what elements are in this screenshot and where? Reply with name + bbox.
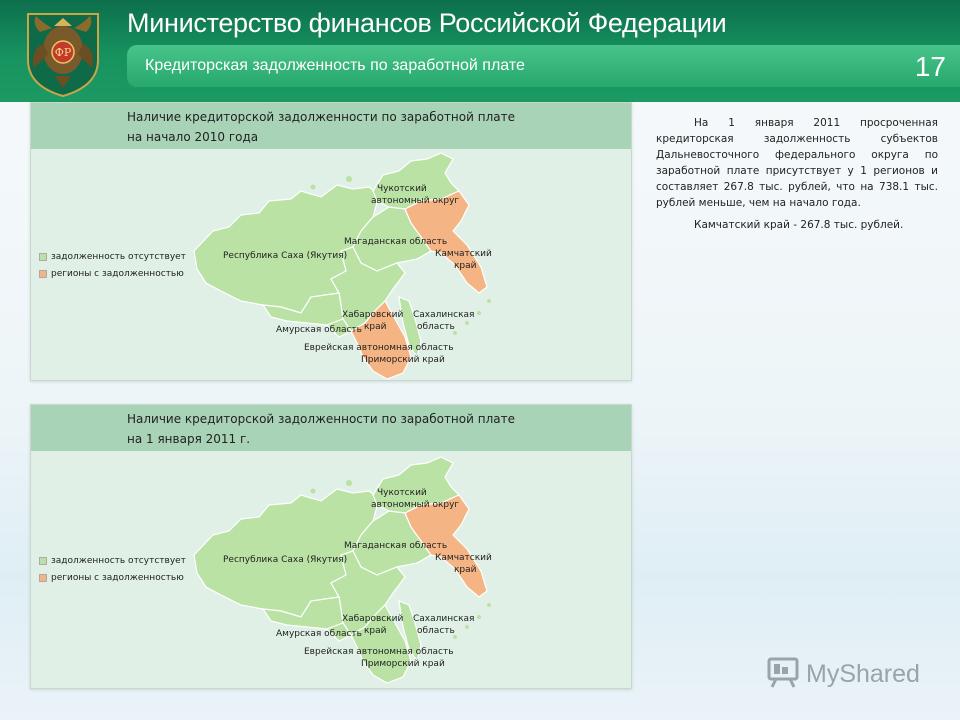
panel-title-line1: Наличие кредиторской задолженности по заработной плате (127, 412, 515, 426)
label-khabarovsk-2: край (364, 626, 387, 636)
label-sakhalin-1: Сахалинская (413, 614, 475, 624)
label-kamchatka-2: край (454, 261, 477, 271)
legend-row-no-debt (39, 249, 186, 265)
label-yakutia: Республика Саха (Якутия) (223, 555, 348, 565)
legend-no-debt: задолженность отсутствует (51, 252, 186, 262)
label-khabarovsk-1: Хабаровский (342, 614, 404, 624)
label-primorsky: Приморский край (361, 355, 445, 365)
legend-row-with-debt (39, 266, 186, 282)
label-primorsky: Приморский край (361, 659, 445, 669)
presentation-board-icon (766, 655, 800, 693)
legend-row-with-debt (39, 570, 186, 586)
legend-with-debt: регионы с задолженностью (51, 269, 184, 279)
ministry-title: Министерство финансов Российской Федерации (127, 8, 727, 38)
label-chukotka-1: Чукотский (377, 184, 427, 194)
legend-swatch-green (39, 253, 47, 261)
info-text (656, 115, 938, 233)
page-number: 17 (914, 51, 946, 82)
label-jewish: Еврейская автономная область (304, 343, 454, 353)
label-chukotka-2: автономный округ (371, 500, 460, 510)
header (0, 0, 960, 102)
watermark[interactable] (766, 654, 920, 694)
svg-text:ФР: ФР (54, 46, 72, 59)
label-kamchatka-2: край (454, 565, 477, 575)
panel-title-line2: на 1 января 2011 г. (127, 432, 251, 446)
label-sakhalin-1: Сахалинская (413, 310, 475, 320)
map-legend (39, 553, 186, 587)
label-chukotka-2: автономный округ (371, 196, 460, 206)
legend-swatch-orange (39, 574, 47, 582)
label-khabarovsk-2: край (364, 322, 387, 332)
map-legend (39, 249, 186, 283)
map-panel-2010 (30, 102, 632, 381)
label-kamchatka-1: Камчатский (435, 553, 492, 563)
legend-swatch-orange (39, 270, 47, 278)
legend-no-debt: задолженность отсутствует (51, 556, 186, 566)
label-sakhalin-2: область (417, 322, 455, 332)
label-amur: Амурская область (276, 629, 362, 639)
far-east-map (31, 405, 632, 689)
far-east-map (31, 103, 632, 381)
label-khabarovsk-1: Хабаровский (342, 310, 404, 320)
label-sakhalin-2: область (417, 626, 455, 636)
legend-swatch-green (39, 557, 47, 565)
map-panel-2011 (30, 404, 632, 689)
slide-title-bar (127, 45, 960, 87)
info-paragraph-1: На 1 января 2011 просроченная кредиторская задолженность субъектов Дальневосточного федерального округа по заработной плате присутствует у 1 регионов и составляет 267.8 тыс. рублей, что на 738.1 тыс. рублей меньше, чем на начало года. (656, 117, 938, 209)
label-magadan: Магаданская область (344, 237, 448, 247)
watermark-text: MyShared (806, 659, 920, 688)
label-kamchatka-1: Камчатский (435, 249, 492, 259)
label-jewish: Еврейская автономная область (304, 647, 454, 657)
legend-row-no-debt (39, 553, 186, 569)
slide-title: Кредиторская задолженность по заработной плате (145, 57, 525, 74)
label-chukotka-1: Чукотский (377, 488, 427, 498)
ministry-emblem-icon (22, 6, 104, 98)
panel-title-line2: на начало 2010 года (127, 130, 259, 144)
info-paragraph-2: Камчатский край - 267.8 тыс. рублей. (694, 219, 904, 231)
panel-title-line1: Наличие кредиторской задолженности по заработной плате (127, 110, 515, 124)
label-amur: Амурская область (276, 325, 362, 335)
label-yakutia: Республика Саха (Якутия) (223, 251, 348, 261)
legend-with-debt: регионы с задолженностью (51, 573, 184, 583)
label-magadan: Магаданская область (344, 541, 448, 551)
